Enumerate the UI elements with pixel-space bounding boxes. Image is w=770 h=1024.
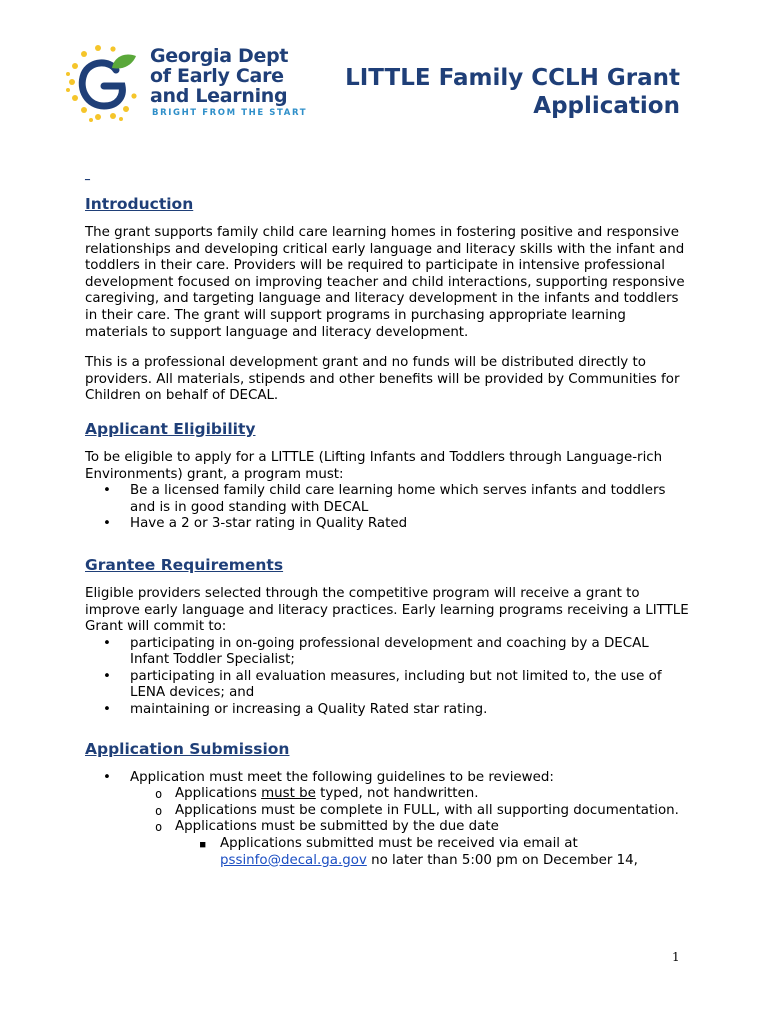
- logo-line-1: Georgia Dept: [150, 45, 289, 67]
- list-item: • participating in all evaluation measures, including but not limited to, the use of LENA devices; and: [103, 668, 662, 701]
- introduction-section: [85, 194, 690, 405]
- page-number: 1: [672, 950, 680, 964]
- requirements-section: [85, 555, 690, 719]
- list-item: • Application must meet the following guidelines to be reviewed: o Applications must be typed, not handwritten. o Applications must be complete in FULL, with all supporting documentation. o Applications must be submitted by the due date ■ Applications submitted must be received via email at pssinfo@decal.ga.gov no later than 5:00 pm on December 14,: [130, 770, 690, 870]
- submission-heading: Application Submission: [85, 739, 290, 758]
- email-link[interactable]: pssinfo@decal.ga.gov: [220, 852, 367, 868]
- bullet-icon: •: [103, 668, 111, 684]
- list-item: o Applications must be submitted by the due date ■ Applications submitted must be received via email at pssinfo@decal.ga.gov no later than 5:00 pm on December 14,: [175, 819, 690, 869]
- title-line-1: LITTLE Family CCLH Grant: [345, 65, 680, 91]
- logo-tagline: BRIGHT FROM THE START: [152, 108, 308, 118]
- eligibility-section: [85, 419, 690, 533]
- title-line-2: Application: [533, 93, 680, 119]
- submission-list: [85, 770, 690, 870]
- list-item: • Be a licensed family child care learning home which serves infants and toddlers and is in good standing with DECAL: [103, 483, 666, 515]
- requirements-heading: Grantee Requirements: [85, 555, 284, 574]
- introduction-heading: Introduction: [85, 195, 194, 213]
- eligibility-lead: To be eligible to apply for a LITTLE (Lifting Infants and Toddlers through Language-rich Environments) grant, a program must:: [85, 449, 663, 482]
- requirements-list: [85, 636, 690, 719]
- logo-line-3: and Learning: [150, 85, 288, 107]
- document-title: [300, 64, 680, 120]
- decal-logo: [64, 44, 308, 124]
- bullet-icon: •: [103, 702, 111, 718]
- introduction-paragraph-2: This is a professional development grant and no funds will be distributed directly to providers. All materials, stipends and other benefits will be provided by Communities for Children on behalf of DECAL.: [85, 355, 680, 404]
- list-item: o Applications must be complete in FULL, with all supporting documentation.: [155, 802, 679, 818]
- bullet-icon: •: [103, 769, 111, 785]
- bullet-icon: •: [103, 516, 111, 532]
- requirements-lead: Eligible providers selected through the competitive program will receive a grant to improve early language and literacy practices. Early learning programs receiving a LITTLE Grant will commit to:: [85, 585, 689, 635]
- list-item: ■ Applications submitted must be received via email at pssinfo@decal.ga.gov no later than 5:00 pm on December 14,: [200, 836, 638, 868]
- sun-logo-icon: [64, 44, 148, 124]
- bullet-icon: •: [103, 483, 111, 499]
- introduction-paragraph-1: The grant supports family child care learning homes in fostering positive and responsive relationships and developing critical early language and literacy skills with the infant and toddlers in their care. Providers will be required to participate in intensive professional development focused on improving teacher and child interactions, supporting responsive caregiving, and targeting language and literacy development in the infants and toddlers in their care. The grant will support programs in purchasing appropriate learning materials to support language and literacy development.: [85, 225, 685, 340]
- list-item: • maintaining or increasing a Quality Rated star rating.: [103, 702, 488, 718]
- circle-bullet-icon: o: [155, 803, 163, 818]
- list-item: • participating in on-going professional development and coaching by a DECAL Infant Toddler Specialist;: [103, 635, 649, 668]
- logo-line-2: of Early Care: [150, 65, 284, 87]
- submission-sublist: [130, 786, 690, 869]
- bullet-icon: •: [103, 635, 111, 651]
- eligibility-heading: Applicant Eligibility: [85, 419, 256, 438]
- circle-bullet-icon: o: [155, 820, 163, 835]
- list-item: • Have a 2 or 3-star rating in Quality Rated: [103, 516, 408, 532]
- eligibility-list: [85, 483, 690, 533]
- submission-section: [85, 739, 690, 870]
- underline-mark: _: [85, 170, 90, 181]
- list-item: o Applications must be typed, not handwritten.: [155, 786, 479, 802]
- circle-bullet-icon: o: [155, 787, 163, 802]
- document-body: [85, 194, 690, 883]
- due-date-sublist: [175, 836, 690, 869]
- square-bullet-icon: ■: [200, 840, 206, 851]
- logo-wordmark: [150, 46, 288, 106]
